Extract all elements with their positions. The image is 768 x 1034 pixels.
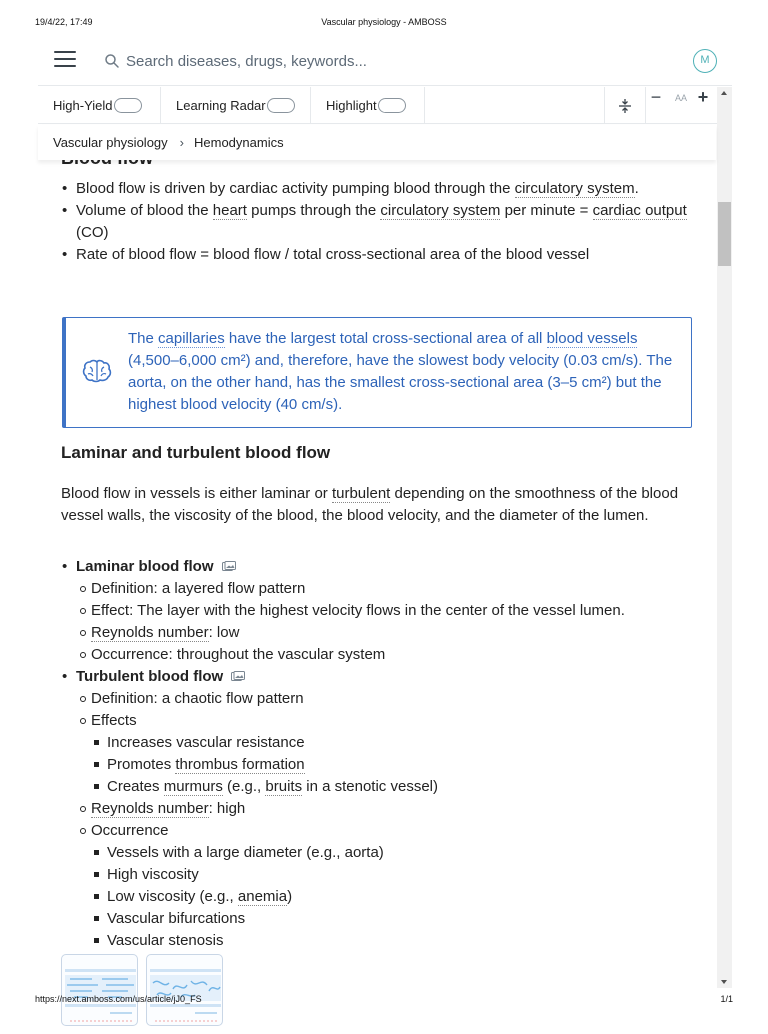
list-item: Vascular bifurcations: [107, 908, 696, 930]
app-frame: [38, 36, 732, 988]
flow-types-list: [76, 556, 696, 952]
link-thrombus-formation[interactable]: thrombus formation: [175, 756, 305, 773]
top-bar: [38, 36, 732, 86]
list-item: Effects Increases vascular resistance Promotes thrombus formation Creates murmurs (e.g., bruits in a stenotic vessel): [91, 710, 696, 798]
article-content: [61, 160, 701, 988]
article-toolbar: [38, 87, 732, 124]
list-item: Definition: a layered flow pattern: [91, 578, 696, 600]
laminar-title: Laminar blood flow: [76, 558, 214, 575]
list-item: Reynolds number: low: [91, 622, 696, 644]
scrollbar[interactable]: [717, 87, 732, 988]
breadcrumb: [38, 125, 716, 160]
chevron-right-icon: ›: [179, 135, 184, 150]
high-yield-toggle[interactable]: [38, 87, 161, 124]
turbulent-details: [76, 688, 696, 952]
intro-paragraph: Blood flow in vessels is either laminar or turbulent depending on the smoothness of the blood vessel walls, the viscosity of the blood, the blood velocity, and the diameter of the lumen.: [61, 485, 679, 524]
link-circulatory-system[interactable]: circulatory system: [380, 202, 501, 219]
list-item: • Volume of blood the heart pumps through the circulatory system per minute = cardiac output (CO): [76, 200, 696, 244]
link-bruits[interactable]: bruits: [265, 778, 303, 795]
link-murmurs[interactable]: murmurs: [163, 778, 223, 795]
occurrence-list: [91, 842, 696, 952]
list-item: Vessels with a large diameter (e.g., aorta): [107, 842, 696, 864]
print-date: 19/4/22, 17:49: [35, 17, 93, 27]
section-heading-laminar-turbulent: Laminar and turbulent blood flow: [61, 443, 331, 462]
scroll-thumb[interactable]: [718, 202, 731, 266]
list-item: Occurrence Vessels with a large diameter (e.g., aorta) High viscosity Low viscosity (e.g., anemia) Vascular bifurcations Vascular stenosis: [91, 820, 696, 952]
list-item: Definition: a chaotic flow pattern: [91, 688, 696, 710]
laminar-flow-illustration: [62, 955, 139, 1027]
link-blood-vessels[interactable]: blood vessels: [546, 330, 638, 347]
link-cardiac-output[interactable]: cardiac output: [592, 202, 687, 219]
breadcrumb-current[interactable]: Hemodynamics: [194, 135, 284, 150]
scroll-down-arrow-icon[interactable]: [721, 980, 727, 984]
list-item: Promotes thrombus formation: [107, 754, 696, 776]
link-reynolds-number[interactable]: Reynolds number: [91, 800, 209, 817]
list-item: High viscosity: [107, 864, 696, 886]
list-item: Increases vascular resistance: [107, 732, 696, 754]
list-item: Effect: The layer with the highest velocity flows in the center of the vessel lumen.: [91, 600, 696, 622]
info-callout: [62, 317, 692, 428]
high-yield-label: High-Yield: [53, 98, 113, 113]
brain-icon: [82, 358, 112, 384]
print-header: [0, 17, 768, 31]
zoom-out-icon[interactable]: −: [650, 87, 662, 107]
list-item: Low viscosity (e.g., anemia): [107, 886, 696, 908]
link-anemia[interactable]: anemia: [237, 888, 288, 905]
turbulent-title: Turbulent blood flow: [76, 668, 224, 685]
callout-text: The capillaries have the largest total cross-sectional area of all blood vessels (4,500–6,000 cm²) and, therefore, have the slowest body velocity (0.03 cm/s). The aorta, on the other hand, has the smallest cross-sectional area (3–5 cm²) but the highest blood velocity (40 cm/s).: [128, 330, 673, 413]
learning-radar-label: Learning Radar: [176, 98, 266, 113]
image-icon[interactable]: [222, 561, 236, 572]
laminar-details: [76, 578, 696, 666]
list-item: • Blood flow is driven by cardiac activity pumping blood through the circulatory system.: [76, 178, 696, 200]
search-input[interactable]: [126, 48, 546, 74]
scroll-up-arrow-icon[interactable]: [721, 91, 727, 95]
compress-icon: [618, 98, 632, 114]
search-icon: [104, 53, 120, 69]
highlight-label: Highlight: [326, 98, 377, 113]
image-icon[interactable]: [231, 671, 245, 682]
learning-radar-switch[interactable]: [267, 98, 295, 113]
list-item-laminar: [76, 556, 696, 666]
list-item: Vascular stenosis: [107, 930, 696, 952]
print-title: Vascular physiology - AMBOSS: [321, 17, 447, 27]
zoom-in-icon[interactable]: +: [697, 87, 709, 107]
list-item: Creates murmurs (e.g., bruits in a stenotic vessel): [107, 776, 696, 798]
highlight-switch[interactable]: [378, 98, 406, 113]
highlight-toggle[interactable]: [311, 87, 425, 124]
figure-thumbnail-turbulent[interactable]: [146, 954, 223, 1026]
link-capillaries[interactable]: capillaries: [158, 330, 225, 347]
list-item: • Rate of blood flow = blood flow / total cross-sectional area of the blood vessel: [76, 244, 696, 266]
list-item: Occurrence: throughout the vascular system: [91, 644, 696, 666]
link-heart[interactable]: heart: [212, 202, 247, 219]
learning-radar-toggle[interactable]: [161, 87, 311, 124]
breadcrumb-parent[interactable]: Vascular physiology: [53, 135, 168, 150]
link-turbulent[interactable]: turbulent: [331, 485, 391, 502]
avatar[interactable]: M: [693, 49, 717, 73]
collapse-sections-icon[interactable]: [604, 87, 646, 124]
blood-flow-list: [76, 178, 696, 266]
font-size-icon[interactable]: AA: [674, 92, 687, 103]
figure-thumbnail-laminar[interactable]: [61, 954, 138, 1026]
effects-list: [91, 732, 696, 798]
menu-icon[interactable]: [54, 51, 76, 71]
list-item: Reynolds number: high: [91, 798, 696, 820]
print-page-count: 1/1: [720, 994, 733, 1004]
link-circulatory-system[interactable]: circulatory system: [514, 180, 635, 197]
list-item-turbulent: [76, 666, 696, 952]
print-url: https://next.amboss.com/us/article/jJ0_FS: [35, 994, 202, 1004]
turbulent-flow-illustration: [147, 955, 224, 1027]
link-reynolds-number[interactable]: Reynolds number: [91, 624, 209, 641]
high-yield-switch[interactable]: [114, 98, 142, 113]
